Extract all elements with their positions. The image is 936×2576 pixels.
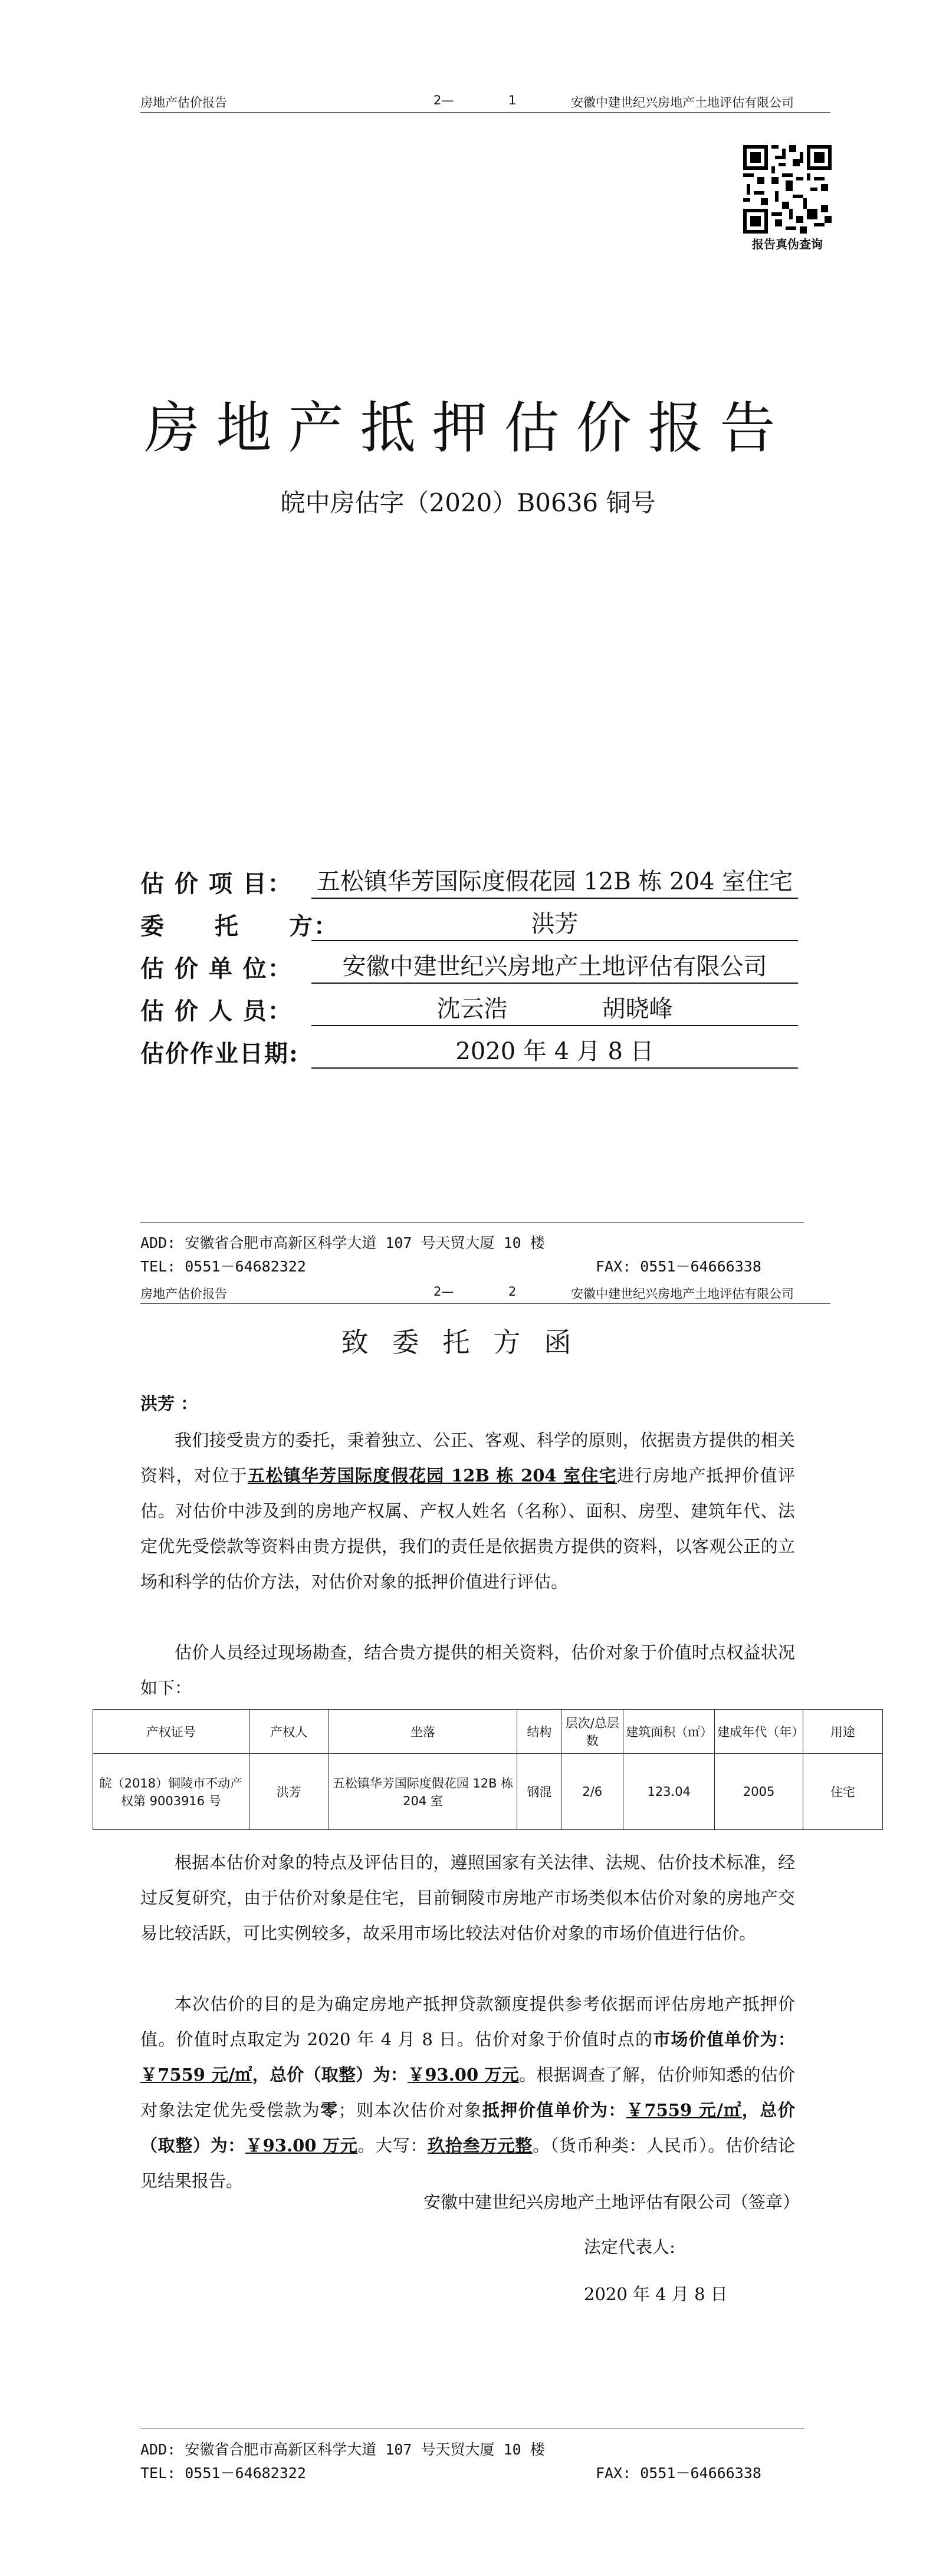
paragraph-3: 根据本估价对象的特点及评估目的，遵照国家有关法律、法规、估价技术标准，经过反复研究，由于估价对象是住宅，目前铜陵市房地产市场类似本估价对象的房地产交易比较活跃，可比实例较多，故采用市场比较法对估价对象的市场价值进行估价。 xyxy=(140,1852,795,1943)
paragraph-1 xyxy=(140,1422,795,1599)
page2-header-page-total: 2— xyxy=(433,1284,454,1299)
p4-mortgage-total: ￥93.00 万元 xyxy=(245,2135,358,2156)
p4-market-label: 市场价值单价为： xyxy=(653,2029,795,2049)
p1-text-a: 我们接受贵方的委托，秉着独立、公正、客观、科学的原则，依据贵方提供的相关资料，对位于 xyxy=(140,1430,795,1486)
table-cell: 钢混 xyxy=(517,1754,561,1830)
p4-mortgage-label: 抵押价值单价为： xyxy=(482,2100,626,2120)
table-cell: 2005 xyxy=(715,1754,803,1830)
info-value: 五松镇华芳国际度假花园 12B 栋 204 室住宅 xyxy=(311,863,798,899)
p4-mortgage-unit-price: ￥7559 元/㎡ xyxy=(626,2100,742,2120)
page1-footer-address: ADD: 安徽省合肥市高新区科学大道 107 号天贸大厦 10 楼 xyxy=(140,1234,545,1251)
info-label: 估 价 单 位： xyxy=(140,955,293,983)
page1-footer-rule xyxy=(140,1222,804,1223)
table-header-cell: 坐落 xyxy=(329,1710,517,1754)
page1-footer-tel: TEL: 0551－64682322 xyxy=(140,1258,306,1275)
info-value: 安徽中建世纪兴房地产土地评估有限公司 xyxy=(311,948,798,984)
table-header-cell: 建成年代（年） xyxy=(715,1710,803,1754)
page1-header-right: 安徽中建世纪兴房地产土地评估有限公司 xyxy=(571,96,794,110)
info-row-project xyxy=(140,866,798,899)
page2-footer-tel: TEL: 0551－64682322 xyxy=(140,2465,306,2482)
letter-title: 致委托方函 xyxy=(341,1326,595,1358)
p4-text-g: 。（货币种类：人民币）。估价结论见结果报告。 xyxy=(140,2135,795,2191)
table-header-cell: 产权人 xyxy=(249,1710,329,1754)
page2-header-right: 安徽中建世纪兴房地产土地评估有限公司 xyxy=(571,1287,794,1301)
p4-amount-in-words: 玖拾叁万元整 xyxy=(428,2135,533,2156)
paragraph-4 xyxy=(140,1986,795,2199)
table-header-cell: 建筑面积（㎡） xyxy=(623,1710,715,1754)
page2-footer-address: ADD: 安徽省合肥市高新区科学大道 107 号天贸大厦 10 楼 xyxy=(140,2441,545,2458)
page2-footer-fax: FAX: 0551－64666338 xyxy=(596,2465,761,2482)
info-label: 估价作业日期: xyxy=(140,1040,299,1067)
table-cell: 2/6 xyxy=(561,1754,623,1830)
page2-header-page-no: 2 xyxy=(508,1284,517,1299)
page1-header-page-no: 1 xyxy=(508,93,517,107)
p4-mortgage-total-label: ，总价（取整）为： xyxy=(140,2100,795,2156)
signature-company: 安徽中建世纪兴房地产土地评估有限公司（签章） xyxy=(423,2192,800,2212)
qr-code[interactable] xyxy=(743,145,832,234)
p4-text-a: 本次估价的目的是为确定房地产抵押贷款额度提供参考依据而评估房地产抵押价值。价值时点取定为 2020 年 4 月 8 日。估价对象于价值时点的 xyxy=(140,1994,795,2049)
report-title: 房地产抵押估价报告 xyxy=(144,396,792,461)
p4-text-e: ；则本次估价对象 xyxy=(338,2100,482,2120)
info-value: 2020 年 4 月 8 日 xyxy=(311,1033,798,1069)
page1-header-page-total: 2— xyxy=(433,93,454,107)
info-label: 委 托 方： xyxy=(140,912,339,940)
rights-table xyxy=(93,1709,883,1830)
info-label: 估 价 项 目： xyxy=(140,870,293,898)
table-header-row xyxy=(93,1710,883,1754)
info-value: 沈云浩 胡晓峰 xyxy=(311,990,798,1026)
info-value: 洪芳 xyxy=(311,905,798,941)
page2-header-rule xyxy=(140,1303,830,1304)
info-row-appraisers xyxy=(140,993,798,1026)
p4-priority-zero: 零 xyxy=(320,2100,339,2120)
document-number: 皖中房估字（2020）B0636 铜号 xyxy=(280,488,656,517)
info-row-date xyxy=(140,1036,798,1069)
table-header-cell: 用途 xyxy=(803,1710,883,1754)
qr-caption: 报告真伪查询 xyxy=(752,237,823,251)
page1-footer-fax: FAX: 0551－64666338 xyxy=(596,1258,761,1275)
page2-header-left: 房地产估价报告 xyxy=(140,1287,227,1301)
info-row-client xyxy=(140,908,798,941)
page1-header-rule xyxy=(140,112,830,113)
p4-market-total-label: ，总价（取整）为： xyxy=(252,2065,408,2085)
signature-date: 2020 年 4 月 8 日 xyxy=(584,2284,728,2304)
table-row xyxy=(93,1754,883,1830)
table-header-cell: 产权证号 xyxy=(93,1710,249,1754)
p4-market-unit-price: ￥7559 元/㎡ xyxy=(140,2065,252,2085)
table-header-cell: 层次/总层数 xyxy=(561,1710,623,1754)
table-cell: 洪芳 xyxy=(249,1754,329,1830)
p4-text-f: 。大写： xyxy=(357,2135,428,2156)
info-row-unit xyxy=(140,951,798,984)
signature-representative: 法定代表人: xyxy=(584,2237,675,2257)
table-cell: 123.04 xyxy=(623,1754,715,1830)
page1-header-left: 房地产估价报告 xyxy=(140,96,227,110)
table-cell: 五松镇华芳国际度假花园 12B 栋 204 室 xyxy=(329,1754,517,1830)
info-label: 估 价 人 员： xyxy=(140,997,293,1025)
table-header-cell: 结构 xyxy=(517,1710,561,1754)
table-cell: 皖（2018）铜陵市不动产权第 9003916 号 xyxy=(93,1754,249,1830)
paragraph-2: 估价人员经过现场勘查，结合贵方提供的相关资料，估价对象于价值时点权益状况如下： xyxy=(140,1642,795,1698)
table-cell: 住宅 xyxy=(803,1754,883,1830)
p4-market-total: ￥93.00 万元 xyxy=(408,2065,520,2085)
salutation: 洪芳 ： xyxy=(140,1394,198,1414)
p4-text-d: 。根据调查了解，估价师知悉的估价对象法定优先受偿款为 xyxy=(140,2065,795,2120)
p1-object: 五松镇华芳国际度假花园 12B 栋 204 室住宅 xyxy=(247,1466,618,1486)
p1-text-b: 进行房地产抵押价值评估。对估价中涉及到的房地产权属、产权人姓名（名称）、面积、房型、建筑年代、法定优先受偿款等资料由贵方提供，我们的责任是依据贵方提供的资料，以客观公正的立场和科学的估价方法，对估价对象的抵押价值进行评估。 xyxy=(140,1466,795,1592)
